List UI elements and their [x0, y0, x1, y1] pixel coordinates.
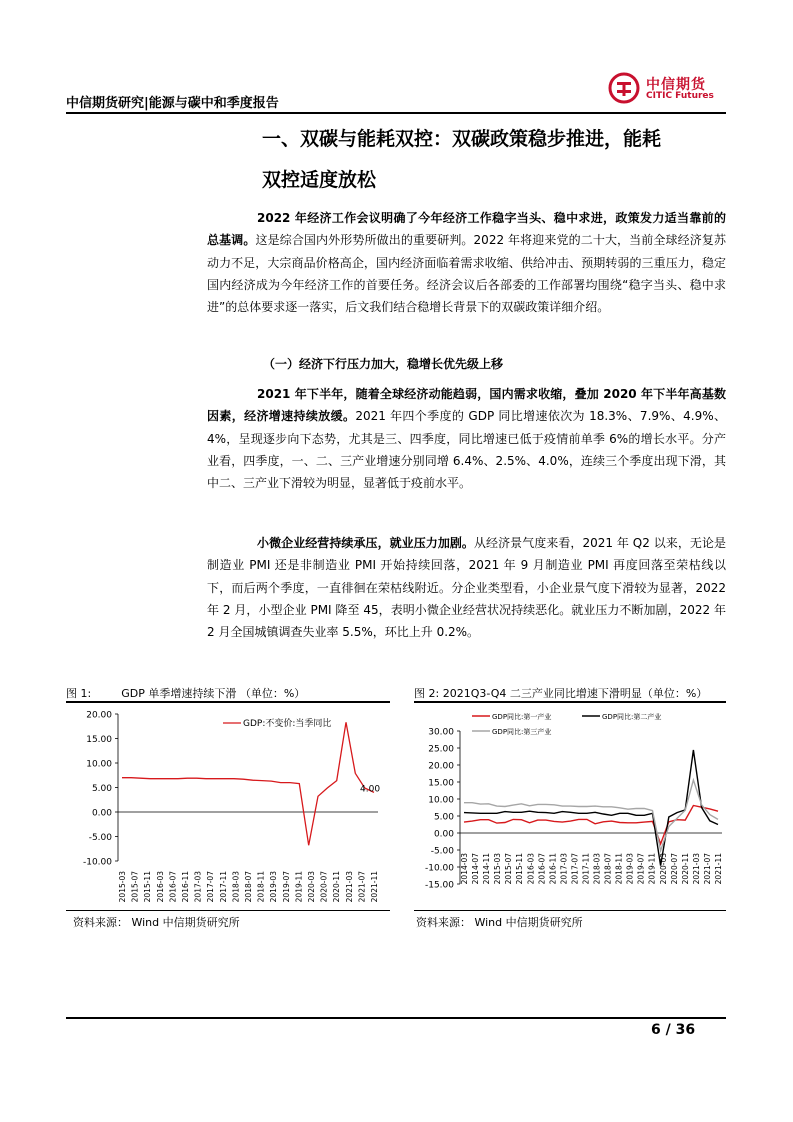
figure-2-chart [414, 704, 726, 910]
y-tick-label: 15.00 [86, 735, 112, 745]
x-tick-label: 2021-03 [344, 871, 354, 903]
x-tick-label: 2019-11 [647, 853, 657, 885]
x-tick-label: 2019-11 [294, 871, 304, 903]
y-tick-label: 20.00 [86, 710, 112, 721]
x-tick-label: 2021-11 [714, 853, 723, 885]
x-tick-label: 2018-07 [603, 853, 613, 885]
x-tick-label: 2020-11 [332, 871, 342, 903]
y-tick-label: 30.00 [428, 727, 454, 738]
legend-label-1: GDP同比:第一产业 [492, 713, 552, 721]
x-tick-label: 2018-03 [231, 871, 241, 903]
paragraph-2-lead: 2021 年下半年，随着全球经济动能趋弱，国内需求收缩，叠加 2020 年下半年高基数因素，经济增速持续放缓。 [207, 387, 726, 424]
report-header-title: 中信期货研究|能源与碳中和季度报告 [66, 96, 279, 111]
legend-label-1: GDP:不变价:当季同比 [243, 719, 332, 729]
paragraph-1 [207, 207, 726, 318]
x-tick-label: 2015-03 [118, 871, 127, 903]
paragraph-3 [207, 532, 726, 643]
section-title-line2: 双控适度放松 [262, 169, 377, 191]
y-tick-label: -15.00 [424, 880, 454, 891]
y-tick-label: 0.00 [433, 829, 454, 840]
page-number: 6 / 36 [651, 1022, 696, 1038]
x-tick-label: 2020-07 [319, 871, 329, 903]
x-tick-label: 2018-07 [244, 871, 253, 903]
footer-rule [66, 1017, 726, 1019]
figure-1-caption-title: GDP 单季增速持续下滑 （单位：%） [121, 687, 306, 700]
x-tick-label: 2021-07 [702, 853, 712, 885]
paragraph-3-body: 从经济景气度来看，2021 年 Q2 以来，无论是制造业 PMI 还是非制造业 PMI 开始持续回落，2021 年 9 月制造业 PMI 再度回落至荣枯线以下，而后两个季度，一直徘徊在荣枯线附近。分企业类型看，小企业景气度下滑较为显著，2022 年 2 月，小型企业 PMI 降至 45，表明小微企业经营状况持续恶化。就业压力不断加剧，2022 年 2 月全国城镇调查失业率 5.5%，环比上升 0.2%。 [207, 536, 726, 640]
figure-2-bottom-rule [414, 910, 726, 911]
legend-label-2: GDP同比:第二产业 [602, 713, 662, 721]
x-tick-label: 2014-03 [460, 853, 469, 885]
x-tick-label: 2017-03 [193, 871, 203, 903]
x-tick-label: 2015-03 [493, 853, 503, 885]
section-title-line1: 一、双碳与能耗双控：双碳政策稳步推进，能耗 [262, 128, 662, 150]
y-tick-label: -10.00 [82, 857, 112, 868]
figure-1-bottom-rule [66, 910, 390, 911]
figure-1-caption-num: 图 1: [66, 687, 92, 700]
y-tick-label: 25.00 [428, 744, 454, 755]
x-tick-label: 2015-11 [143, 871, 153, 903]
x-tick-label: 2016-03 [526, 853, 536, 885]
x-tick-label: 2017-07 [206, 871, 216, 903]
x-tick-label: 2014-11 [482, 853, 492, 885]
subsection-title: （一）经济下行压力加大，稳增长优先级上移 [263, 357, 504, 371]
x-tick-label: 2018-11 [614, 853, 624, 885]
x-tick-label: 2014-07 [471, 853, 481, 885]
y-tick-label: -5.00 [430, 846, 454, 857]
x-tick-label: 2016-07 [537, 853, 547, 885]
x-tick-label: 2016-11 [548, 853, 558, 885]
x-tick-label: 2017-11 [218, 871, 228, 903]
y-tick-label: 10.00 [428, 795, 454, 806]
figure-2-top-rule [414, 701, 726, 703]
header-rule [66, 112, 726, 114]
paragraph-2 [207, 383, 726, 494]
figure-2-caption: 图 2: 2021Q3-Q4 二三产业同比增速下滑明显（单位：%） [414, 687, 708, 700]
x-tick-label: 2016-11 [181, 871, 190, 903]
y-tick-label: -10.00 [424, 863, 454, 874]
x-tick-label: 2019-03 [269, 871, 279, 903]
x-tick-label: 2015-07 [504, 853, 514, 885]
paragraph-2-body: 2021 年四个季度的 GDP 同比增速依次为 18.3%、7.9%、4.9%、4%，呈现逐步向下态势，尤其是三、四季度，同比增速已低于疫情前单季 6%的增长水平。分产业看，四季度，一、二、三产业增速分别同增 6.4%、2.5%、4.0%，连续三个季度出现下滑，其中二、三产业下滑较为明显，显著低于疫前水平。 [207, 409, 726, 491]
figure-1-caption [66, 685, 305, 701]
y-tick-label: -5.00 [88, 833, 112, 843]
x-tick-label: 2018-11 [256, 871, 266, 903]
y-tick-label: 5.00 [433, 812, 454, 823]
x-tick-label: 2016-07 [168, 871, 178, 903]
x-tick-label: 2021-03 [691, 853, 701, 885]
x-tick-label: 2019-07 [281, 871, 291, 903]
x-tick-label: 2017-07 [570, 853, 580, 885]
legend-label-3: GDP同比:第三产业 [492, 728, 552, 736]
paragraph-1-body: 这是综合国内外形势所做出的重要研判。2022 年将迎来党的二十大，当前全球经济复苏动力不足，大宗商品价格高企，国内经济面临着需求收缩、供给冲击、预期转弱的三重压力，稳定国内经济成为今年经济工作的首要任务。经济会议后各部委的工作部署均围绕“稳字当头、稳中求进”的总体要求逐一落实，后文我们结合稳增长背景下的双碳政策详细介绍。 [207, 233, 726, 315]
series-line-3 [464, 780, 718, 851]
y-tick-label: 0.00 [91, 808, 112, 819]
x-tick-label: 2017-11 [581, 853, 591, 885]
citic-logo [608, 72, 728, 108]
y-tick-label: 15.00 [428, 778, 454, 789]
citic-logo-icon [608, 72, 640, 104]
paragraph-3-lead: 小微企业经营持续承压，就业压力加剧。 [257, 536, 474, 550]
x-tick-label: 2020-03 [658, 853, 668, 885]
paragraph-1-lead: 2022 年经济工作会议明确了今年经济工作稳字当头、稳中求进，政策发力适当靠前的总基调。 [207, 211, 726, 248]
x-tick-label: 2020-03 [307, 871, 316, 903]
x-tick-label: 2018-03 [592, 853, 602, 885]
series-line-2 [464, 750, 718, 866]
x-tick-label: 2020-07 [669, 853, 679, 885]
x-tick-label: 2021-07 [357, 871, 367, 903]
x-tick-label: 2015-11 [515, 853, 525, 885]
logo-en-text: CITIC Futures [646, 91, 714, 101]
x-tick-label: 2016-03 [155, 871, 165, 903]
x-tick-label: 2017-03 [559, 853, 569, 885]
x-tick-label: 2019-03 [625, 853, 635, 885]
y-tick-label: 10.00 [86, 759, 112, 770]
figure-2-source: 资料来源： Wind 中信期货研究所 [416, 916, 583, 929]
figure-1-source: 资料来源： Wind 中信期货研究所 [73, 916, 240, 929]
y-tick-label: 5.00 [91, 784, 112, 794]
figure-1-top-rule [66, 701, 390, 703]
x-tick-label: 2019-07 [636, 853, 646, 885]
x-tick-label: 2021-11 [370, 871, 379, 903]
data-label-last: 4.00 [360, 784, 381, 795]
series-line-1 [122, 722, 374, 845]
logo-cn-text: 中信期货 [646, 77, 706, 93]
x-tick-label: 2015-07 [130, 871, 140, 903]
y-tick-label: 20.00 [428, 761, 454, 772]
x-tick-label: 2020-11 [680, 853, 690, 885]
figure-1-chart [66, 704, 390, 910]
